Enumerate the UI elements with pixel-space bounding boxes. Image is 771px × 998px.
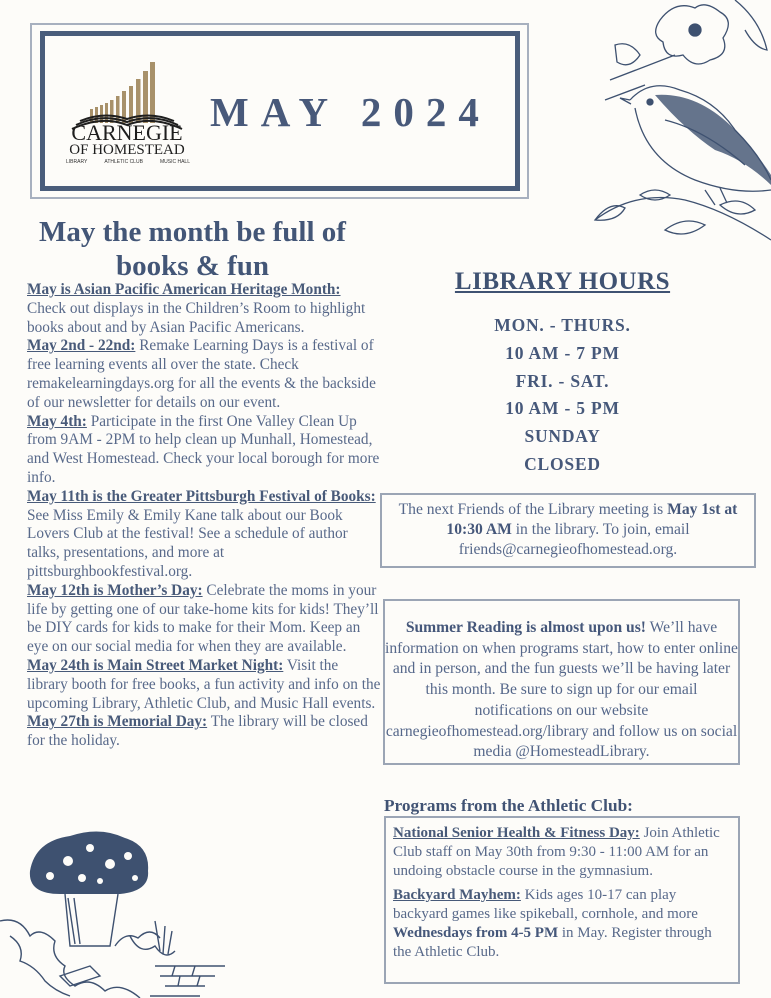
event-heading: May 2nd - 22nd: — [27, 337, 136, 355]
event-item — [27, 281, 382, 337]
program-text-after: in May. Register through the Athletic Club. — [393, 925, 712, 960]
hours-days-sunday: SUNDAY — [524, 426, 601, 447]
friends-text-before: The next Friends of the Library meeting is — [398, 501, 668, 518]
program-item — [393, 824, 732, 881]
hours-time-mon-thurs: 10 AM - 7 PM — [505, 342, 620, 363]
programs-box — [384, 816, 740, 984]
event-text: See Miss Emily & Emily Kane talk about our Book Lovers Club at the festival! See a schedule of author talks, presentations, and more at pittsburghbookfestival.org. — [27, 506, 348, 580]
program-text: Join Athletic Club staff on May 30th from 9:30 - 11:00 AM for an undoing obstacle course in the gymnasium. — [393, 825, 720, 879]
summer-reading-heading: Summer Reading is almost upon us! — [405, 619, 646, 636]
logo-divisions — [66, 159, 190, 165]
event-heading: May is Asian Pacific American Heritage Month: — [27, 281, 341, 298]
friends-meeting-box — [380, 493, 756, 568]
page-headline: May the month be full of books & fun — [39, 216, 346, 282]
event-heading: May 11th is the Greater Pittsburgh Festival of Books: — [27, 487, 376, 505]
hours-days-mon-thurs: MON. - THURS. — [494, 315, 631, 335]
event-item — [27, 713, 382, 751]
bird-on-branch-illustration-icon — [555, 0, 771, 248]
event-text: The library will be closed for the holiday. — [27, 713, 368, 750]
summer-reading-box — [383, 599, 740, 765]
event-item — [27, 657, 382, 713]
event-heading: May 27th is Memorial Day: — [27, 713, 208, 731]
program-heading: Backyard Mayhem: — [393, 887, 521, 903]
carnegie-logo — [62, 55, 192, 170]
logo-division-athletic-club: ATHLETIC CLUB — [104, 159, 143, 165]
programs-title: Programs from the Athletic Club: — [384, 796, 633, 815]
hours-time-fri-sat: 10 AM - 5 PM — [505, 398, 620, 419]
logo-name-line1: CARNEGIE — [71, 120, 183, 145]
library-hours-title: LIBRARY HOURS — [454, 268, 671, 295]
event-item — [27, 488, 382, 582]
event-item — [27, 337, 382, 412]
hours-days-fri-sat: FRI. - SAT. — [515, 370, 610, 391]
flower-pot-garden-illustration-icon — [0, 826, 225, 998]
library-hours-list — [380, 312, 745, 479]
event-text: Visit the library booth for free books, a fun activity and info on the upcoming Library, Athletic Club, and Music Hall events. — [27, 656, 381, 712]
event-text: Participate in the first One Valley Clean Up from 9AM - 2PM to help clean up Munhall, Homestead, and West Homestead. Check your local borough for more info. — [27, 412, 380, 486]
friends-meeting-date: May 1st at 10:30 AM — [446, 501, 738, 538]
logo-division-library: LIBRARY — [66, 159, 88, 165]
event-item — [27, 413, 382, 488]
event-text: Check out displays in the Children’s Room to highlight books about and by Asian Pacific Americans. — [27, 299, 366, 336]
event-heading: May 12th is Mother’s Day: — [27, 581, 203, 599]
month-title: MAY 2024 — [210, 89, 491, 135]
summer-reading-text: We’ll have information on when programs start, how to enter online and in person, and the fun guests we’ll be having later this month. Be sure to sign up for our email notifications on our website carnegieofhomestead.org/library and follow us on social media @HomesteadLibrary. — [385, 619, 738, 761]
hours-time-sunday: CLOSED — [524, 453, 601, 474]
logo-division-music-hall: MUSIC HALL — [159, 159, 190, 165]
program-heading: National Senior Health & Fitness Day: — [393, 825, 640, 841]
event-text: Celebrate the moms in your life by getting one of our take-home kits for kids! They’ll be DIY cards for kids to make for their Mom. Keep an eye on our social media for when they are available. — [27, 581, 379, 656]
friends-text-after: in the library. To join, email friends@carnegieofhomestead.org. — [458, 521, 690, 558]
event-heading: May 24th is Main Street Market Night: — [27, 656, 284, 674]
event-heading: May 4th: — [27, 412, 87, 430]
program-text: Kids ages 10-17 can play backyard games like spikeball, cornhole, and more — [393, 887, 698, 922]
program-item — [393, 886, 732, 962]
program-schedule: Wednesdays from 4-5 PM — [393, 925, 559, 941]
event-text: Remake Learning Days is a festival of free learning events all over the state. Check remakelearningdays.org for all the events & the backside of our newsletter for details on our event. — [27, 337, 376, 411]
logo-name-line2: OF HOMESTEAD — [69, 142, 185, 158]
event-item — [27, 582, 382, 657]
events-list — [27, 281, 382, 751]
